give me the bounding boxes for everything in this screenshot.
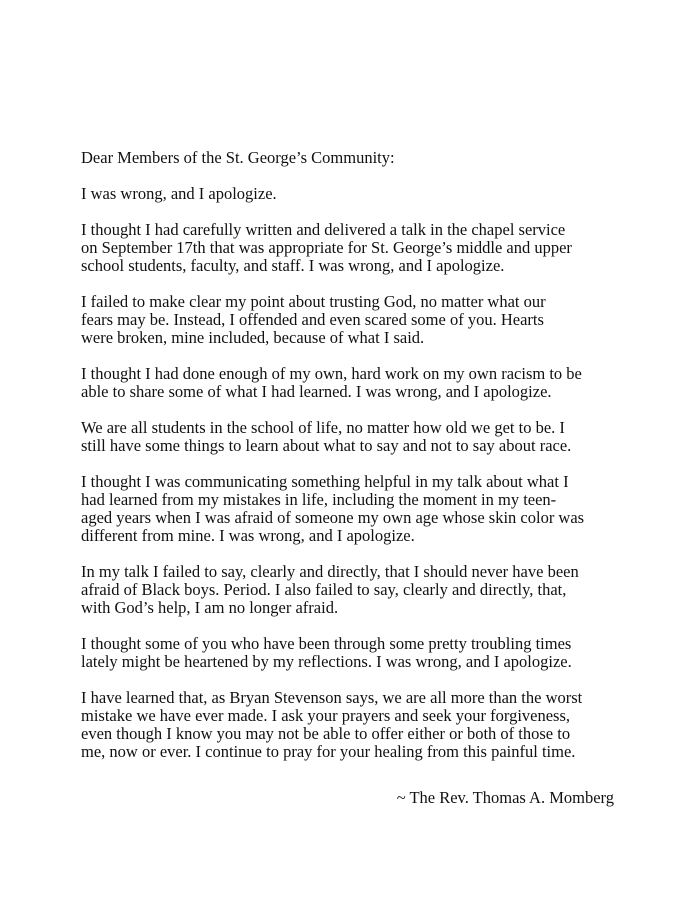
paragraph-line: different from mine. I was wrong, and I apologize. xyxy=(81,526,415,545)
paragraph-8 xyxy=(81,635,621,671)
paragraph-line: In my talk I failed to say, clearly and directly, that I should never have been xyxy=(81,562,579,581)
paragraph-line: still have some things to learn about what to say and not to say about race. xyxy=(81,436,572,455)
paragraph-line: able to share some of what I had learned. I was wrong, and I apologize. xyxy=(81,382,552,401)
paragraph-line: me, now or ever. I continue to pray for your healing from this painful time. xyxy=(81,742,576,761)
salutation-text: Dear Members of the St. George’s Community: xyxy=(81,148,395,167)
paragraph-line: aged years when I was afraid of someone my own age whose skin color was xyxy=(81,508,585,527)
paragraph-line: We are all students in the school of life, no matter how old we get to be. I xyxy=(81,418,565,437)
paragraph-line: I have learned that, as Bryan Stevenson says, we are all more than the worst xyxy=(81,688,583,707)
paragraph-line: I was wrong, and I apologize. xyxy=(81,184,277,203)
paragraph-3 xyxy=(81,293,621,347)
paragraph-line: mistake we have ever made. I ask your prayers and seek your forgiveness, xyxy=(81,706,571,725)
paragraph-line: on September 17th that was appropriate for St. George’s middle and upper xyxy=(81,238,572,257)
paragraph-6 xyxy=(81,473,621,545)
paragraph-7 xyxy=(81,563,621,617)
paragraph-9 xyxy=(81,689,621,761)
paragraph-5 xyxy=(81,419,621,455)
signature: ~ The Rev. Thomas A. Momberg xyxy=(396,788,614,807)
paragraph-line: with God’s help, I am no longer afraid. xyxy=(81,598,339,617)
paragraph-4 xyxy=(81,365,621,401)
paragraph-line: afraid of Black boys. Period. I also failed to say, clearly and directly, that, xyxy=(81,580,567,599)
paragraph-line: I thought I had done enough of my own, hard work on my own racism to be xyxy=(81,364,582,383)
paragraph-line: I thought some of you who have been through some pretty troubling times xyxy=(81,634,572,653)
salutation xyxy=(81,149,621,167)
paragraph-line: school students, faculty, and staff. I was wrong, and I apologize. xyxy=(81,256,505,275)
paragraph-line: were broken, mine included, because of what I said. xyxy=(81,328,425,347)
paragraph-line: had learned from my mistakes in life, including the moment in my teen- xyxy=(81,490,557,509)
paragraph-line: I thought I had carefully written and delivered a talk in the chapel service xyxy=(81,220,566,239)
paragraph-line: I thought I was communicating something helpful in my talk about what I xyxy=(81,472,569,491)
paragraph-1 xyxy=(81,185,621,203)
letter-body xyxy=(81,149,621,779)
paragraph-line: even though I know you may not be able to offer either or both of those to xyxy=(81,724,571,743)
paragraph-2 xyxy=(81,221,621,275)
paragraph-line: I failed to make clear my point about trusting God, no matter what our xyxy=(81,292,546,311)
paragraph-line: fears may be. Instead, I offended and even scared some of you. Hearts xyxy=(81,310,544,329)
paragraph-line: lately might be heartened by my reflections. I was wrong, and I apologize. xyxy=(81,652,572,671)
